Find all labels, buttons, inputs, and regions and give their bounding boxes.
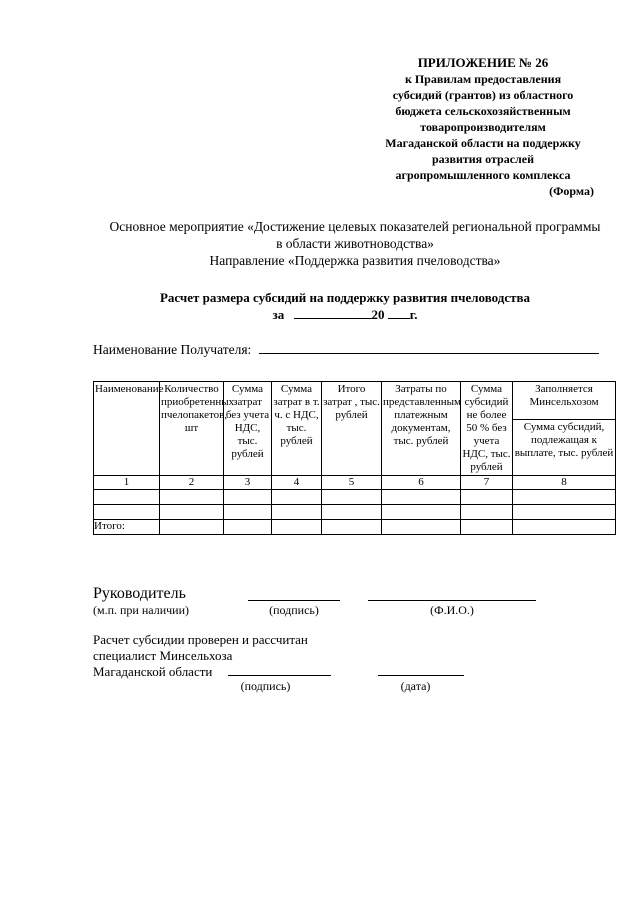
calc-heading [60, 290, 630, 323]
direction-line: Направление «Поддержка развития пчеловодства» [209, 253, 501, 268]
total-label: Итого: [94, 520, 160, 535]
appendix-line: субсидий (грантов) из областного [392, 88, 574, 102]
table-cell[interactable] [461, 520, 513, 535]
calc-period [60, 306, 630, 323]
table-cell[interactable] [272, 505, 322, 520]
head-signature-line[interactable] [248, 600, 340, 601]
col-header-subsidy-50: Сумма субсидий не более 50 % без учета НДС, тыс. рублей [461, 382, 513, 476]
recipient-field[interactable] [259, 341, 599, 354]
appendix-line: развития отраслей [431, 152, 535, 166]
measure-line: Основное мероприятие «Достижение целевых показателей региональной программы [109, 219, 601, 234]
col-header-cost-no-vat: Сумма затрат без учета НДС, тыс. рублей [224, 382, 272, 476]
table-cell[interactable] [160, 505, 224, 520]
column-number-row [94, 476, 616, 490]
table-cell[interactable] [94, 490, 160, 505]
period-blank[interactable] [294, 306, 372, 319]
table-cell[interactable] [322, 520, 382, 535]
column-number: 7 [461, 476, 513, 490]
table-cell[interactable] [382, 490, 461, 505]
col-header-name: Наименование [94, 382, 160, 476]
period-suffix: г. [409, 307, 418, 322]
table-cell[interactable] [272, 490, 322, 505]
signature-caption: (подпись) [269, 603, 319, 617]
col-header-quantity: Количество приобретенных пчелопакетов, шт [160, 382, 224, 476]
table-row [94, 490, 616, 505]
table-cell[interactable] [224, 505, 272, 520]
appendix-line: товаропроизводителям [420, 120, 546, 134]
header-row [94, 382, 616, 420]
recipient-row [93, 341, 599, 358]
column-number: 3 [224, 476, 272, 490]
column-number: 5 [322, 476, 382, 490]
appendix-line: к Правилам предоставления [404, 72, 562, 86]
appendix-title: ПРИЛОЖЕНИЕ № 26 [417, 55, 549, 70]
table-cell[interactable] [94, 505, 160, 520]
specialist-signature-caption: (подпись) [240, 679, 291, 693]
table-cell[interactable] [224, 520, 272, 535]
appendix-line: Магаданской области на поддержку [385, 136, 581, 150]
stamp-note: (м.п. при наличии) [93, 603, 189, 617]
recipient-label: Наименование Получателя: [93, 342, 252, 357]
specialist-signature-line[interactable] [228, 675, 331, 676]
col-header-cost-with-vat: Сумма затрат в т. ч. с НДС, тыс. рублей [272, 382, 322, 476]
table-cell[interactable] [513, 520, 616, 535]
head-name-line[interactable] [368, 600, 536, 601]
date-line[interactable] [378, 675, 464, 676]
verification-block [93, 632, 308, 680]
table-cell[interactable] [382, 520, 461, 535]
subsidy-table [93, 381, 616, 535]
table-cell[interactable] [160, 520, 224, 535]
verification-line: Магаданской области [93, 664, 213, 679]
appendix-line: бюджета сельскохозяйственным [395, 104, 571, 118]
column-number: 6 [382, 476, 461, 490]
table-cell[interactable] [513, 490, 616, 505]
year-blank[interactable] [388, 306, 410, 319]
table-cell[interactable] [322, 490, 382, 505]
table-cell[interactable] [160, 490, 224, 505]
column-number: 8 [513, 476, 616, 490]
col-header-payment-docs: Затраты по представленным платежным документам, тыс. рублей [382, 382, 461, 476]
table-cell[interactable] [461, 490, 513, 505]
total-row [94, 520, 616, 535]
table-cell[interactable] [322, 505, 382, 520]
appendix-block [372, 55, 594, 199]
table-cell[interactable] [382, 505, 461, 520]
column-number: 4 [272, 476, 322, 490]
period-year: 20 [371, 307, 385, 322]
col-header-ministry-group: Заполняется Минсельхозом [513, 382, 616, 420]
table-cell[interactable] [224, 490, 272, 505]
head-label: Руководитель [93, 585, 186, 602]
appendix-line: агропромышленного комплекса [395, 168, 571, 182]
table-row [94, 505, 616, 520]
table-cell[interactable] [272, 520, 322, 535]
fio-caption: (Ф.И.О.) [430, 603, 474, 617]
form-label: (Форма) [549, 184, 594, 198]
col-header-subsidy-payable: Сумма субсидий, подлежащая к выплате, тыс. рублей [513, 420, 616, 476]
verification-line: Расчет субсидии проверен и рассчитан [93, 632, 308, 647]
measure-line: в области животноводства» [276, 236, 434, 251]
date-caption: (дата) [400, 679, 431, 693]
column-number: 2 [160, 476, 224, 490]
col-header-total-cost: Итого затрат , тыс. рублей [322, 382, 382, 476]
period-prefix: за [272, 307, 285, 322]
calc-title: Расчет размера субсидий на поддержку развития пчеловодства [159, 290, 531, 305]
column-number: 1 [94, 476, 160, 490]
table-cell[interactable] [513, 505, 616, 520]
table-cell[interactable] [461, 505, 513, 520]
main-measure [60, 218, 640, 269]
verification-line: специалист Минсельхоза [93, 648, 233, 663]
